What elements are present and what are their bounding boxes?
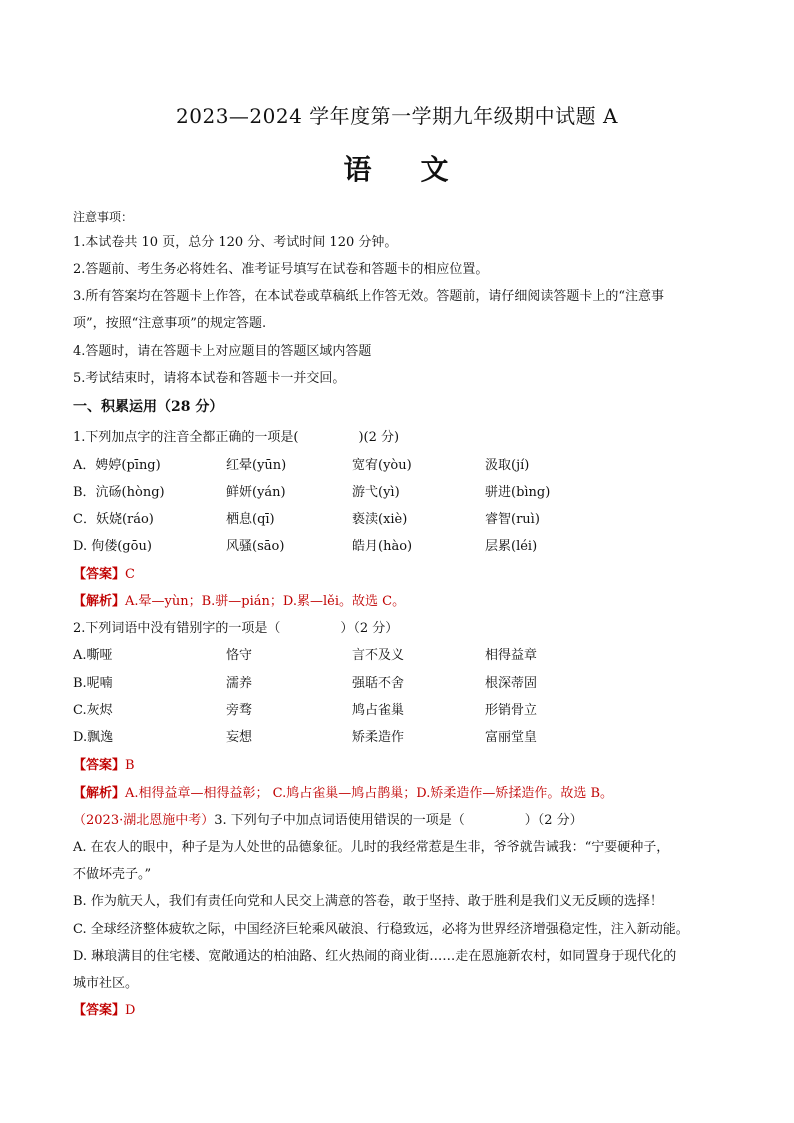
q2-option-cell: 相得益章: [485, 648, 538, 663]
answer-value: B: [125, 758, 135, 773]
q1-option-cell: D. 佝偻(gōu): [73, 539, 152, 554]
q3-source: （2023·湖北恩施中考）: [73, 813, 215, 828]
q1-option-cell: 风骚(sāo): [226, 539, 285, 554]
note-item-4: 4.答题时，请在答题卡上对应题目的答题区域内答题: [73, 344, 372, 359]
q3-line-5: D. 琳琅满目的住宅楼、宽敞通达的柏油路、红火热闹的商业街……走在恩施新农村，如同置身于现代化的: [73, 949, 677, 964]
q2-option-cell: 言不及义: [352, 648, 405, 663]
note-item-1: 1.本试卷共 10 页，总分 120 分、考试时间 120 分钟。: [73, 235, 398, 250]
q2-answer: [73, 757, 135, 775]
q1-option-cell: 汲取(jí): [485, 458, 530, 473]
q3-line-3: B. 作为航天人，我们有责任向党和人民交上满意的答卷，敢于坚持、敢于胜利是我们义无反顾的选择！: [73, 894, 663, 909]
q3-line-4: C. 全球经济整体疲软之际，中国经济巨轮乘风破浪、行稳致远，必将为世界经济增强稳定性，注入新动能。: [73, 922, 689, 937]
answer-label: 【答案】: [73, 758, 126, 773]
q2-analysis: [73, 785, 613, 803]
answer-value: C: [125, 567, 135, 582]
q2-option-cell: 鸠占雀巢: [352, 703, 405, 718]
q2-stem-text: 2.下列词语中没有错别字的一项是（: [73, 621, 281, 636]
q1-option-cell: 亵渎(xiè): [352, 512, 408, 527]
note-item-2: 2.答题前、考生务必将姓名、准考证号填写在试卷和答题卡的相应位置。: [73, 262, 489, 277]
q1-option-cell: 栖息(qī): [226, 512, 275, 527]
q1-analysis: [73, 593, 405, 611]
q2-stem-points: ）（2 分）: [340, 621, 399, 636]
analysis-label: 【解析】: [73, 594, 126, 609]
q2-option-cell: 强聒不舍: [352, 676, 405, 691]
q1-option-cell: B．沆砀(hòng): [73, 485, 165, 500]
q1-option-cell: 宽宥(yòu): [352, 458, 412, 473]
q1-option-cell: 游弋(yì): [352, 485, 400, 500]
q2-option-cell: 富丽堂皇: [485, 730, 538, 745]
q1-option-cell: C．妖娆(ráo): [73, 512, 154, 527]
note-item-3-cont: 项”，按照“注意事项”的规定答题.: [73, 316, 267, 331]
q1-option-cell: 红晕(yūn): [226, 458, 287, 473]
q1-option-cell: A．娉婷(pīng): [73, 458, 161, 473]
q2-option-cell: 矫柔造作: [352, 730, 405, 745]
q3-stem: [73, 812, 583, 830]
section-heading: 一、积累运用（28 分）: [73, 399, 224, 415]
q1-stem-text: 1.下列加点字的注音全都正确的一项是(: [73, 430, 299, 445]
analysis-text: A.晕—yùn；B.骈—pián；D.累—lěi。故选 C。: [125, 594, 406, 609]
note-item-3: 3.所有答案均在答题卡上作答，在本试卷或草稿纸上作答无效。答题前，请仔细阅读答题卡上的“注意事: [73, 289, 665, 304]
q1-option-cell: 层累(léi): [485, 539, 538, 554]
exam-title: 2023—2024 学年度第一学期九年级期中试题 A: [176, 104, 618, 128]
q2-option-cell: B.呢喃: [73, 676, 113, 691]
q1-stem-points: )(2 分): [358, 430, 400, 445]
q1-option-cell: 睿智(ruì): [485, 512, 540, 527]
q2-option-cell: 根深蒂固: [485, 676, 538, 691]
note-item-5: 5.考试结束时，请将本试卷和答题卡一并交回。: [73, 371, 346, 386]
q3-stem-text: 3. 下列句子中加点词语使用错误的一项是（: [214, 813, 465, 828]
q1-stem: [73, 429, 399, 447]
q2-option-cell: 形销骨立: [485, 703, 538, 718]
q3-answer: [73, 1002, 135, 1020]
q2-option-cell: 恪守: [226, 648, 253, 663]
q1-option-cell: 鲜妍(yán): [226, 485, 286, 500]
subject-title: 语 文: [343, 153, 451, 186]
q2-stem: [73, 620, 398, 638]
notes-heading: 注意事项：: [73, 210, 134, 224]
answer-value: D: [125, 1003, 136, 1018]
q3-line-2: 不做坏壳子。”: [73, 867, 152, 882]
answer-label: 【答案】: [73, 567, 126, 582]
analysis-label: 【解析】: [73, 786, 126, 801]
q1-option-cell: 皓月(hào): [352, 539, 413, 554]
q3-stem-points: ）（2 分）: [524, 813, 583, 828]
q2-option-cell: 旁骛: [226, 703, 253, 718]
answer-label: 【答案】: [73, 1003, 126, 1018]
q2-option-cell: A.嘶哑: [73, 648, 113, 663]
q2-option-cell: 妄想: [226, 730, 253, 745]
q3-line-1: A. 在农人的眼中，种子是为人处世的品德象征。儿时的我经常惹是生非，爷爷就告诫我：“宁要硬种子，: [73, 840, 670, 855]
q2-option-cell: 濡养: [226, 676, 253, 691]
q2-option-cell: D.飘逸: [73, 730, 114, 745]
q2-option-cell: C.灰烬: [73, 703, 113, 718]
analysis-text: A.相得益章—相得益彰； C.鸠占雀巢—鸠占鹊巢；D.矫柔造作—矫揉造作。故选 B。: [125, 786, 614, 801]
q1-answer: [73, 566, 135, 584]
q3-line-6: 城市社区。: [73, 976, 139, 991]
q1-option-cell: 骈进(bìng): [485, 485, 551, 500]
